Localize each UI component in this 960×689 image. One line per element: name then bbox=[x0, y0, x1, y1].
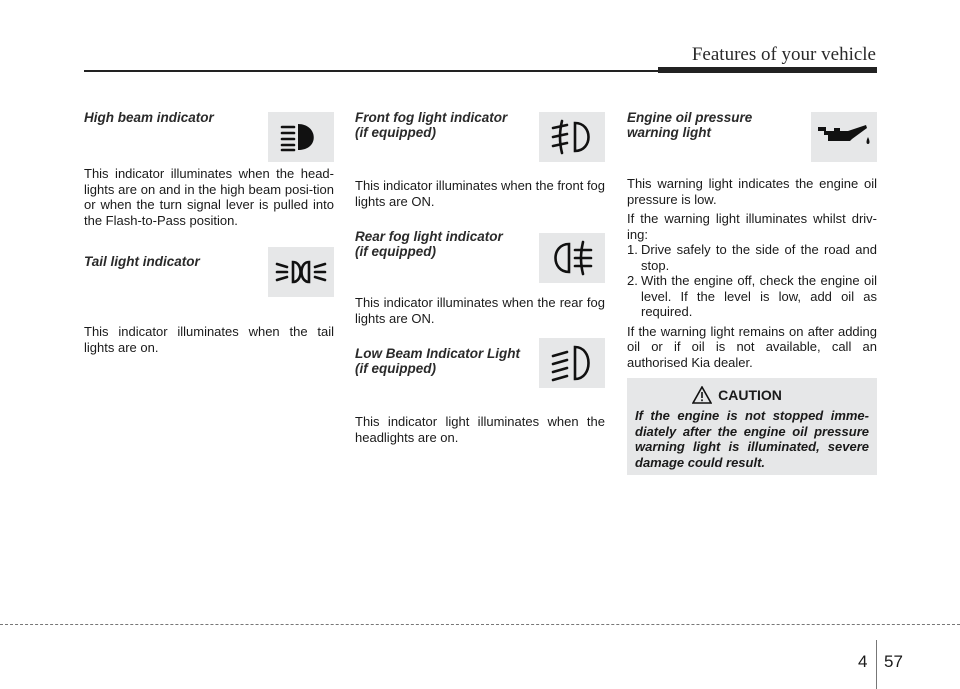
high-beam-icon bbox=[268, 112, 334, 162]
page-number: 57 bbox=[884, 652, 903, 671]
front-fog-section bbox=[355, 110, 605, 209]
caution-header bbox=[605, 386, 869, 404]
section-title-line: (if equipped) bbox=[355, 361, 436, 376]
oil-can-icon bbox=[811, 112, 877, 162]
section-title bbox=[627, 110, 797, 140]
front-fog-light-icon bbox=[539, 112, 605, 162]
section-title-line: Low Beam Indicator Light bbox=[355, 346, 521, 361]
section-body: This indicator illuminates when the front fog lights are ON. bbox=[355, 178, 606, 209]
footer-rule bbox=[0, 624, 960, 625]
caution-title: CAUTION bbox=[718, 387, 782, 403]
section-title bbox=[355, 110, 525, 140]
section-title bbox=[355, 229, 525, 259]
section-title: Tail light indicator bbox=[84, 254, 200, 269]
section-title-line: (if equipped) bbox=[355, 125, 436, 140]
column-2 bbox=[355, 110, 605, 445]
rear-fog-section bbox=[355, 229, 605, 326]
tail-light-section bbox=[84, 254, 334, 355]
section-title-line: (if equipped) bbox=[355, 244, 436, 259]
section-title-line: Rear fog light indicator bbox=[355, 229, 503, 244]
list-item: 2. With the engine off, check the engine oil level. If the level is low, add oil as required. bbox=[627, 273, 877, 319]
column-3 bbox=[627, 110, 877, 370]
oil-steps-list bbox=[627, 242, 877, 320]
list-item: 1. Drive safely to the side of the road and stop. bbox=[627, 242, 877, 273]
column-1 bbox=[84, 110, 334, 355]
section-body: This indicator light illuminates when the headlights are on. bbox=[355, 414, 605, 445]
section-body: This indicator illuminates when the tail lights are on. bbox=[84, 324, 334, 355]
tail-light-icon bbox=[268, 247, 334, 297]
rear-fog-light-icon bbox=[539, 233, 605, 283]
warning-triangle-icon bbox=[692, 386, 712, 404]
low-beam-icon bbox=[539, 338, 605, 388]
section-body: This indicator illuminates when the head-lights are on and in the high beam posi-tion or when the turn signal lever is pulled into the Flash-to-Pass position. bbox=[84, 166, 334, 228]
oil-para-3: If the warning light remains on after adding oil or if oil is not available, call an authorised Kia dealer. bbox=[627, 323, 877, 370]
section-title: High beam indicator bbox=[84, 110, 214, 125]
section-title-line: Engine oil pressure bbox=[627, 110, 753, 125]
section-title bbox=[355, 346, 525, 376]
header-rule bbox=[84, 70, 664, 72]
oil-pressure-section bbox=[627, 110, 877, 370]
caution-text: If the engine is not stopped imme-diately after the engine oil pressure warning light is illuminated, severe damage could result. bbox=[635, 408, 869, 470]
section-title-line: warning light bbox=[627, 125, 711, 140]
chapter-number: 4 bbox=[858, 652, 868, 671]
section-title-line: Front fog light indicator bbox=[355, 110, 508, 125]
high-beam-section bbox=[84, 110, 334, 228]
footer-divider bbox=[876, 640, 877, 689]
oil-para-2: If the warning light illuminates whilst driv-ing: bbox=[627, 211, 877, 242]
low-beam-section bbox=[355, 346, 605, 445]
header-rule-accent bbox=[658, 67, 877, 73]
section-body: This indicator illuminates when the rear fog lights are ON. bbox=[355, 295, 605, 326]
caution-box bbox=[627, 378, 877, 475]
oil-para-1: This warning light indicates the engine oil pressure is low. bbox=[627, 176, 877, 207]
header-title: Features of your vehicle bbox=[691, 44, 876, 65]
